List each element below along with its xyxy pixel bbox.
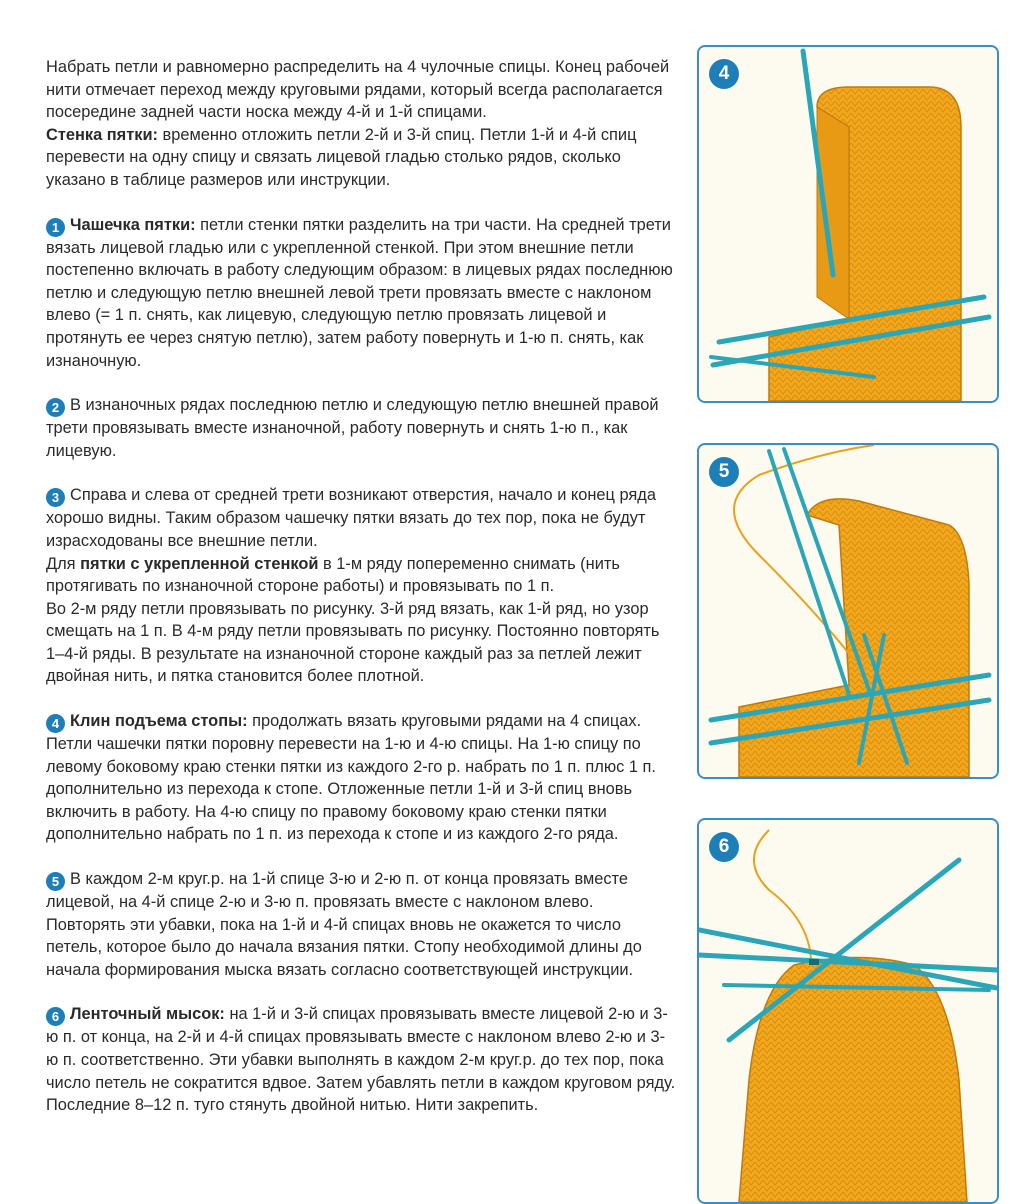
instructions-text <box>46 56 676 1139</box>
step-2-paragraph <box>46 394 676 462</box>
intro-text: Набрать петли и равномерно распределить на 4 чулочные спицы. Конец рабочей нити отмечает переход между круговыми рядами, который всегда располагается посередине задней части носка между 4-й и 1-й спицами. <box>46 58 670 122</box>
step-6-paragraph <box>46 1003 676 1116</box>
figure-5-panel <box>697 443 999 779</box>
figure-4-badge: 4 <box>709 59 739 89</box>
step-1-text: петли стенки пятки разделить на три части. На средней трети вязать лицевой гладью или с укрепленной стенкой. При этом внешние петли постепенно включать в работу следующим образом: в лицевых рядах последнюю петлю и следующую петлю внешней левой трети провязать вместе с наклоном влево (= 1 п. снять, как лицевую, следующую петлю провязать лицевой и протянуть ее через снятую петлю), затем работу повернуть и 1-ю п. снять, как изнаночную. <box>46 215 673 370</box>
step-3-paragraph <box>46 484 676 552</box>
step-1-paragraph <box>46 214 676 373</box>
figure-6-toe-illustration <box>699 820 997 1202</box>
step-4-title: Клин подъема стопы: <box>70 712 248 731</box>
heel-wall-text: временно отложить петли 2-й и 3-й спиц. Петли 1-й и 4-й спиц перевести на одну спицу и связать лицевой гладью столько рядов, сколько указано в таблице размеров или инструкции. <box>46 125 637 189</box>
figure-4-panel <box>697 45 999 403</box>
heel-wall-title: Стенка пятки: <box>46 125 158 144</box>
step-5-number-icon: 5 <box>46 872 65 891</box>
reinforced-title: пятки с укрепленной стенкой <box>80 554 319 573</box>
figure-4-heel-gusset-illustration <box>699 47 997 401</box>
step-3-number-icon: 3 <box>46 488 65 507</box>
step-2-number-icon: 2 <box>46 398 65 417</box>
step-6-number-icon: 6 <box>46 1007 65 1026</box>
step-5-text: В каждом 2-м круг.р. на 1-й спице 3-ю и 2-ю п. от конца провязать вместе лицевой, на 4-й спице 2-ю и 3-ю п. провязать вместе с наклоном влево. Повторять эти убавки, пока на 1-й и 4-й спицах вновь не окажется то число петель, которое было до начала вязания пятки. Стопу необходимой длины до начала формирования мыска вязать согласно соответствующей инструкции. <box>46 870 642 979</box>
step-1-number-icon: 1 <box>46 218 65 237</box>
figure-6-panel <box>697 818 999 1204</box>
step-5-paragraph <box>46 868 676 981</box>
reinforced-heel-paragraph <box>46 553 676 598</box>
intro-paragraph <box>46 56 676 124</box>
figure-5-instep-decrease-illustration <box>699 445 997 777</box>
step-2-text: В изнаночных рядах последнюю петлю и следующую петлю внешней правой трети провязывать вместе изнаночной, работу повернуть и снять 1-ю п., как лицевую. <box>46 396 659 460</box>
reinforced-text: в 1-м ряду попеременно снимать (нить протягивать по изнаночной стороне работы) и провязывать по 1 п. <box>46 554 620 596</box>
step-1-title: Чашечка пятки: <box>70 215 196 234</box>
reinforced-prefix: Для <box>46 554 81 573</box>
step-4-paragraph <box>46 710 676 846</box>
step-3-text: Справа и слева от средней трети возникают отверстия, начало и конец ряда хорошо видны. Таким образом чашечку пятки вязать до тех пор, пока не будут израсходованы все внешние петли. <box>46 486 656 550</box>
heel-wall-paragraph <box>46 124 676 192</box>
step-4-text: продолжать вязать круговыми рядами на 4 спицах. Петли чашечки пятки поровну перевести на 1-ю и 4-ю спицы. На 1-ю спицу по левому боковому краю стенки пятки из каждого 2-го р. набрать по 1 п. плюс 1 п. дополнительно из перехода к стопе. Отложенные петли 1-й и 3-й спиц вновь включить в работу. На 4-ю спицу по правому боковому краю стенки пятки дополнительно набрать по 1 п. из перехода к стопе и из каждого 2-го ряда. <box>46 712 656 844</box>
reinforced-text-2: Во 2-м ряду петли провязывать по рисунку. 3-й ряд вязать, как 1-й ряд, но узор смещать на 1 п. В 4-м ряду петли провязывать по рисунку. Постоянно повторять 1–4-й ряды. В результате на изнаночной стороне каждый раз за петлей лежит двойная нить, и пятка становится более плотной. <box>46 599 660 686</box>
step-4-number-icon: 4 <box>46 714 65 733</box>
figure-5-badge: 5 <box>709 457 739 487</box>
step-6-title: Ленточный мысок: <box>70 1005 225 1024</box>
step-6-text: на 1-й и 3-й спицах провязывать вместе лицевой 2-ю и 3-ю п. от конца, на 2-й и 4-й спицах провязывать вместе с наклоном влево 2-ю и 3-ю п. соответственно. Эти убавки выполнять в каждом 2-м круг.р. до тех пор, пока число петель не сократится вдвое. Затем убавлять петли в каждом круговом ряду. Последние 8–12 п. туго стянуть двойной нитью. Нити закрепить. <box>46 1005 676 1115</box>
figure-6-badge: 6 <box>709 832 739 862</box>
reinforced-heel-paragraph-2 <box>46 598 676 688</box>
